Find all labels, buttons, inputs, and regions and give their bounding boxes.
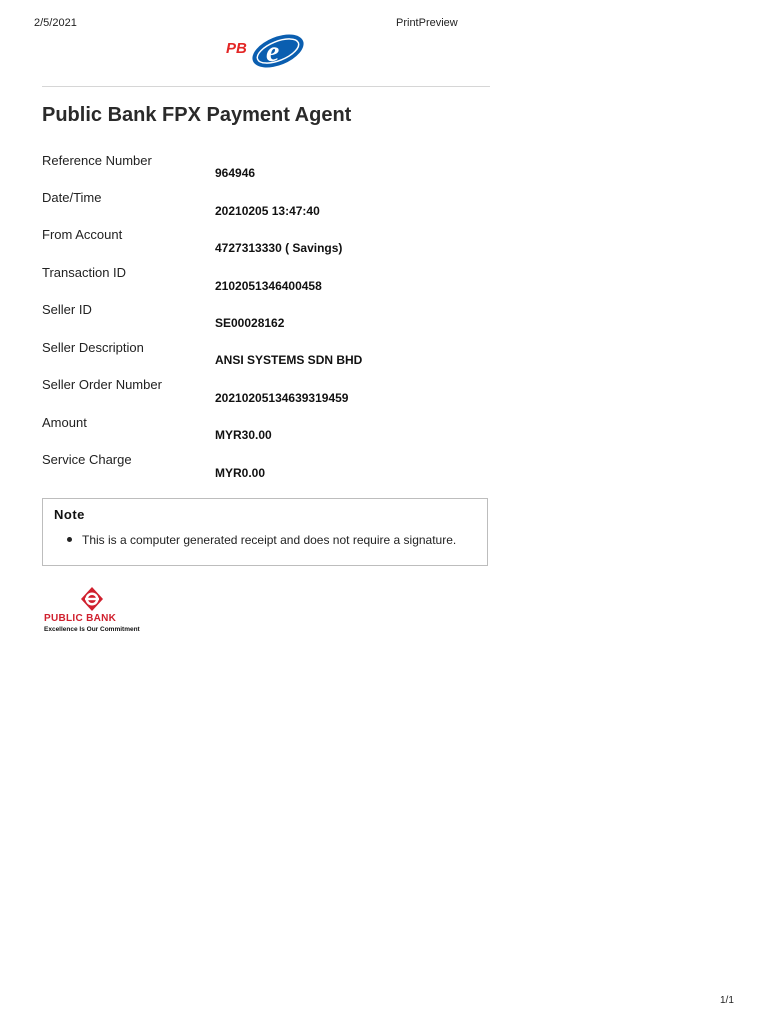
field-label-seller-description: Seller Description xyxy=(42,340,144,355)
note-box xyxy=(42,498,488,566)
field-value-from-account: 4727313330 ( Savings) xyxy=(215,241,343,255)
print-preview-title: PrintPreview xyxy=(396,17,458,29)
field-label-amount: Amount xyxy=(42,415,87,430)
public-bank-tagline: Excellence Is Our Commitment xyxy=(44,626,140,633)
note-title: Note xyxy=(54,507,85,522)
public-bank-name: PUBLIC BANK xyxy=(44,613,117,624)
field-label-from-account: From Account xyxy=(42,227,123,242)
field-value-seller-id: SE00028162 xyxy=(215,316,285,330)
bullet-icon xyxy=(67,537,72,542)
pbe-logo-icon xyxy=(224,30,310,72)
page-count: 1/1 xyxy=(720,995,734,1006)
field-label-service-charge: Service Charge xyxy=(42,452,132,467)
field-label-seller-id: Seller ID xyxy=(42,302,92,317)
field-label-seller-order-number: Seller Order Number xyxy=(42,377,162,392)
field-value-reference-number: 964946 xyxy=(215,166,256,180)
print-date: 2/5/2021 xyxy=(34,17,77,29)
field-label-reference-number: Reference Number xyxy=(42,153,152,168)
header-divider xyxy=(42,86,490,87)
field-value-amount: MYR30.00 xyxy=(215,428,272,442)
public-bank-emblem-icon xyxy=(79,586,105,612)
field-label-date-time: Date/Time xyxy=(42,190,102,205)
note-item: This is a computer generated receipt and does not require a signature. xyxy=(82,533,457,547)
field-value-seller-description: ANSI SYSTEMS SDN BHD xyxy=(215,353,363,367)
field-label-transaction-id: Transaction ID xyxy=(42,265,127,280)
field-value-date-time: 20210205 13:47:40 xyxy=(215,204,320,218)
page-title: Public Bank FPX Payment Agent xyxy=(42,104,352,126)
field-value-transaction-id: 2102051346400458 xyxy=(215,279,322,293)
pbe-logo-text-pb: PB xyxy=(226,40,247,57)
pbe-logo-text-e: e xyxy=(266,35,280,68)
field-value-service-charge: MYR0.00 xyxy=(215,466,266,480)
public-bank-logo xyxy=(42,586,142,638)
field-value-seller-order-number: 20210205134639319459 xyxy=(215,391,349,405)
